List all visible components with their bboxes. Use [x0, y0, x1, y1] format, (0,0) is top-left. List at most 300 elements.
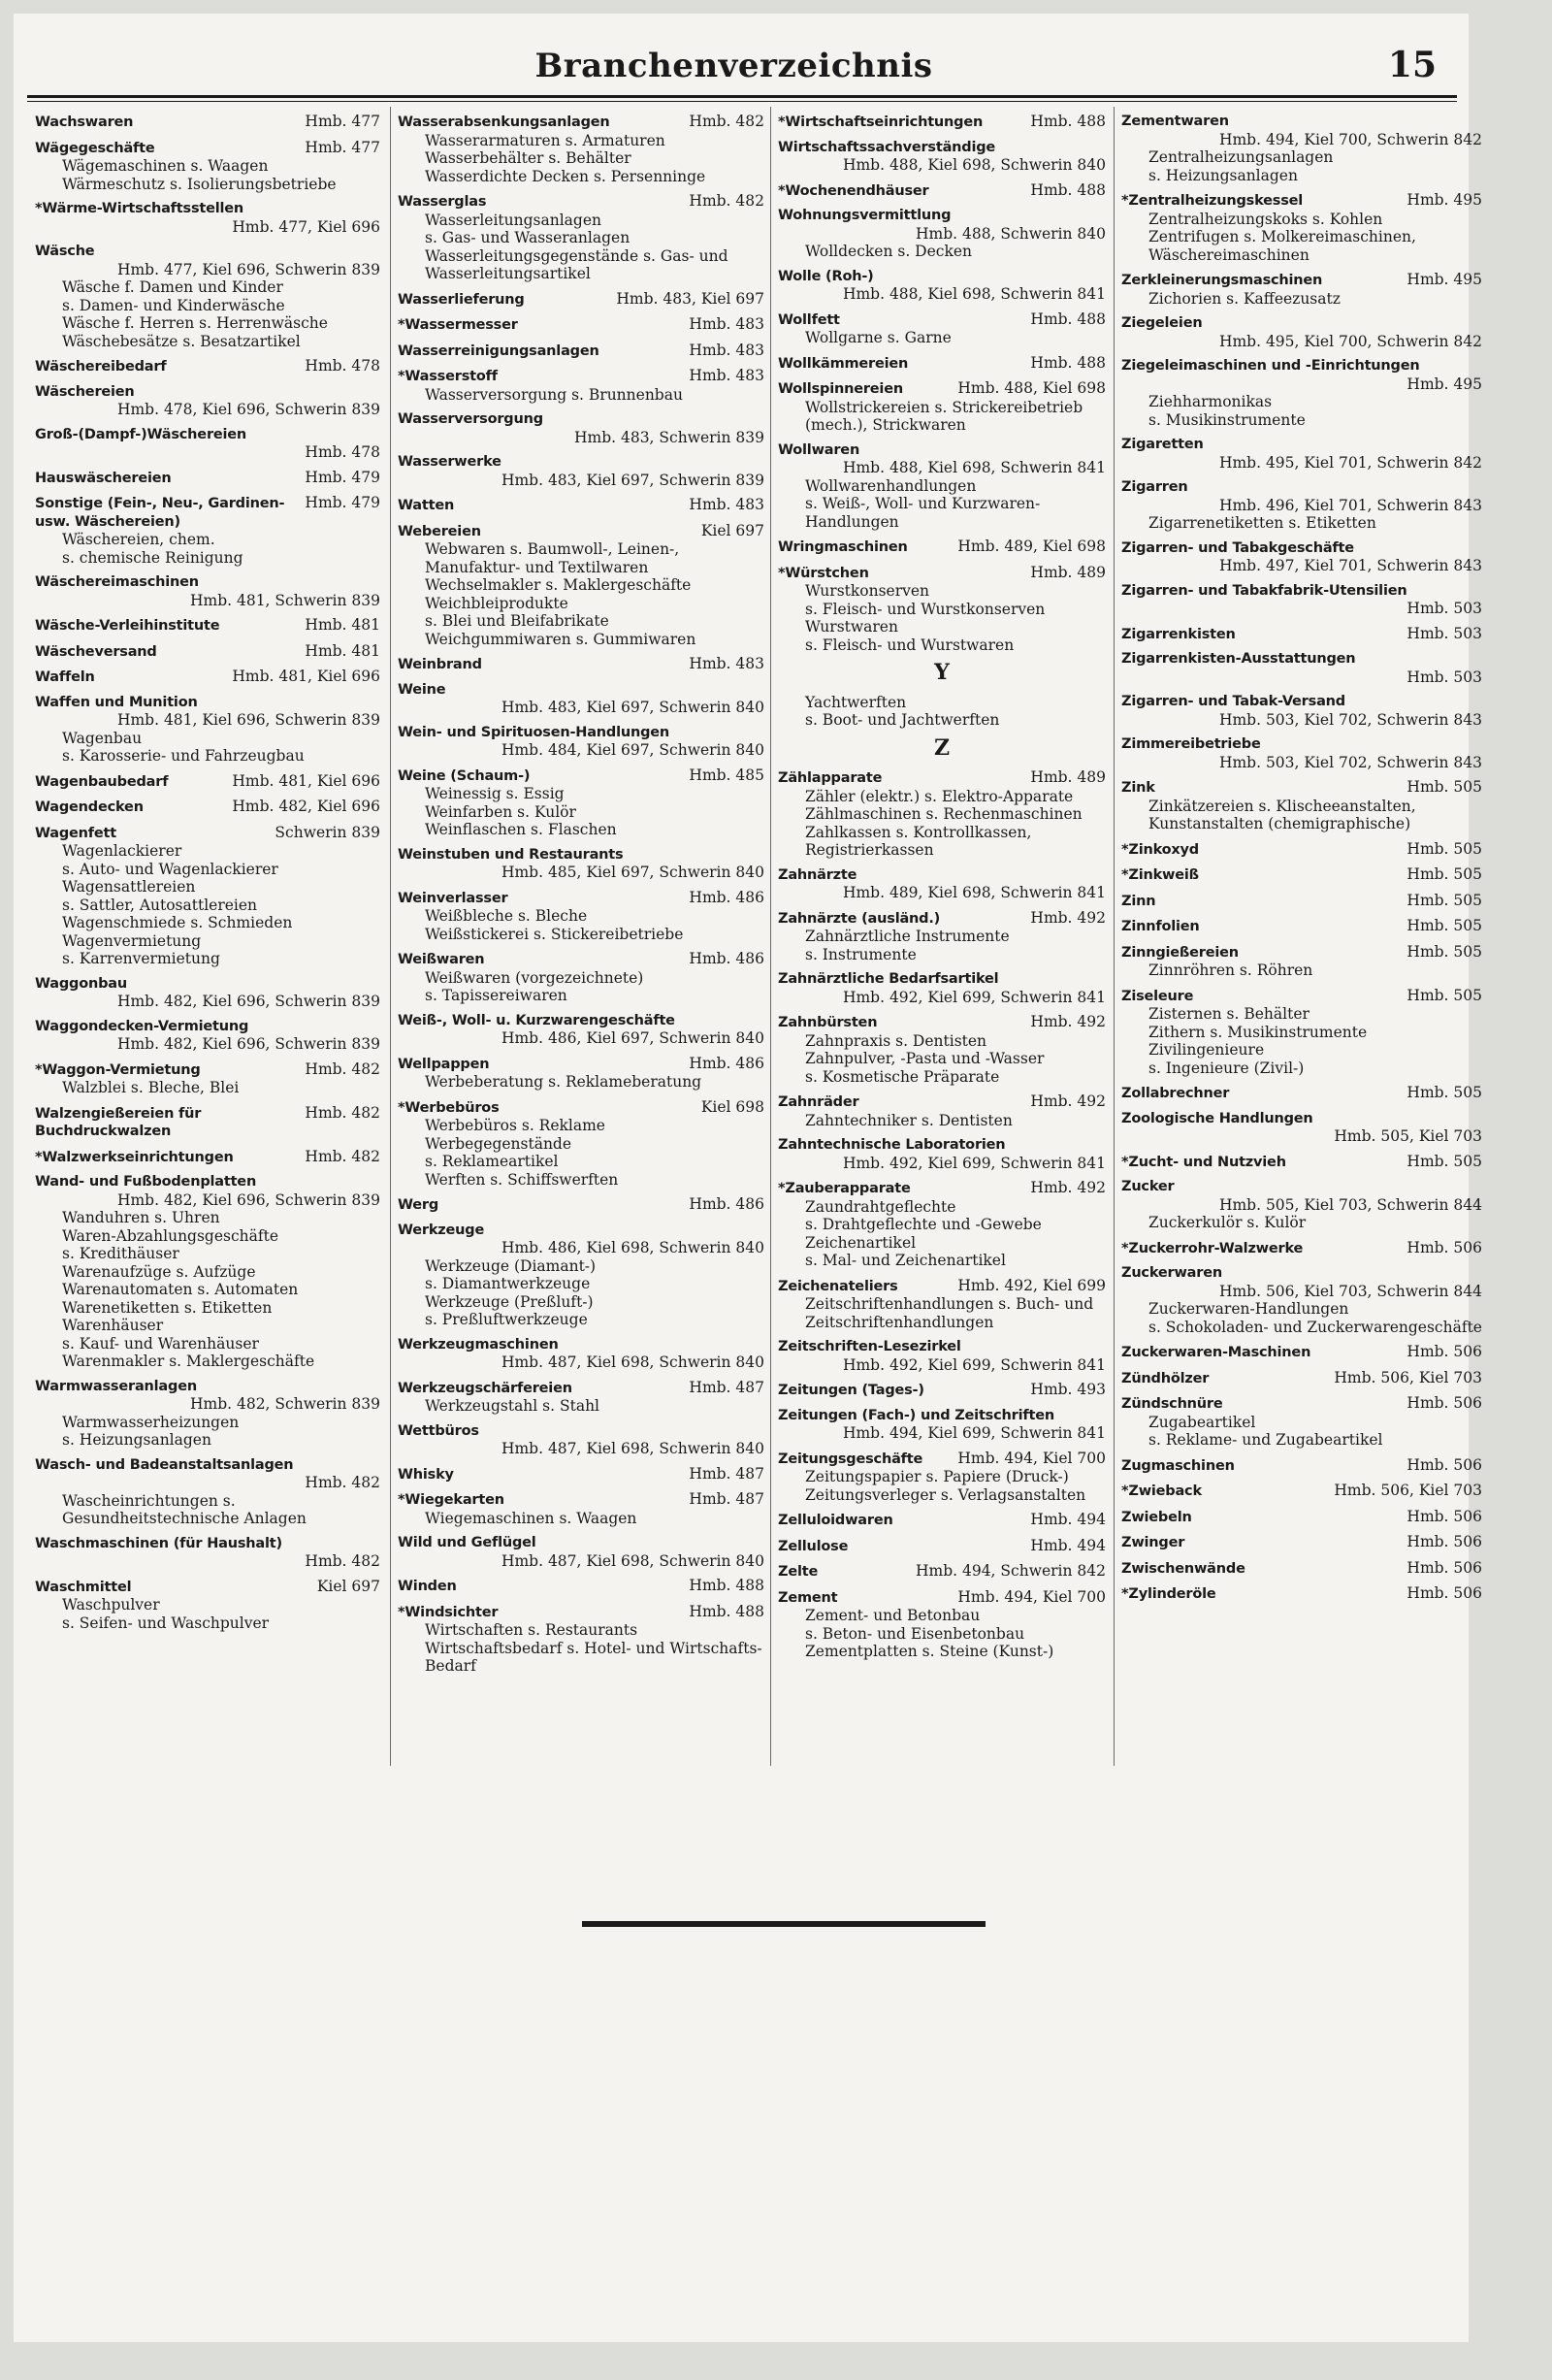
entry-term: Weine (Schaum-): [398, 767, 531, 784]
directory-entry: [778, 909, 1106, 964]
entry-term: Zuckerwaren: [1121, 1265, 1222, 1281]
entry-location: Hmb. 495, Kiel 701, Schwerin 842: [1218, 453, 1482, 472]
entry-location: Hmb. 505: [1406, 891, 1482, 909]
entry-row: [398, 681, 764, 700]
entry-location: Hmb. 481, Kiel 696, Schwerin 839: [116, 711, 380, 729]
entry-row: [778, 113, 1106, 132]
entry-row: [35, 469, 380, 488]
directory-entry: [1121, 1559, 1482, 1579]
entry-row: [778, 1013, 1106, 1032]
directory-entry: [1121, 917, 1482, 936]
entry-row: [1121, 892, 1482, 911]
entry-row: [778, 909, 1106, 929]
directory-entry: [778, 1537, 1106, 1556]
entry-term: Zeichenateliers: [778, 1278, 898, 1294]
entry-location: Hmb. 486: [689, 888, 764, 906]
entry-location: Hmb. 486, Kiel 697, Schwerin 840: [501, 1029, 764, 1047]
entry-row: [398, 1055, 764, 1074]
directory-entry: [1121, 113, 1482, 184]
cross-reference: s. Kauf- und Warenhäuser: [62, 1334, 259, 1353]
entry-term: Waggondecken-Vermietung: [35, 1018, 249, 1034]
entry-term: Werkzeugschärfereien: [398, 1380, 572, 1396]
directory-entry: [778, 1588, 1106, 1661]
entry-location: Hmb. 481, Schwerin 839: [189, 591, 380, 609]
entry-term: *Werbebüros: [398, 1099, 500, 1116]
entry-term: Ziseleure: [1121, 988, 1194, 1004]
directory-column-4: [1121, 113, 1482, 1781]
entry-term: Warmwasseranlagen: [35, 1378, 197, 1394]
entry-term: Waffeln: [35, 669, 95, 685]
entry-location: Hmb. 505, Kiel 703: [1334, 1127, 1482, 1145]
entry-location: Hmb. 481, Kiel 696: [232, 668, 380, 685]
cross-reference: Werkzeuge (Preßluft-): [425, 1292, 594, 1311]
entry-location: Hmb. 505: [1406, 986, 1482, 1004]
entry-term: Wohnungsvermittlung: [778, 208, 952, 223]
entry-row: [1121, 1239, 1482, 1258]
directory-entry: [778, 268, 1106, 304]
entry-location: Hmb. 477, Kiel 696: [232, 217, 380, 236]
entry-location: Hmb. 492, Kiel 699, Schwerin 841: [842, 988, 1106, 1006]
cross-reference: s. Kosmetische Präparate: [805, 1067, 1000, 1086]
cross-reference: Zählmaschinen s. Rechenmaschinen: [805, 805, 1083, 823]
cross-reference: Waschpulver: [62, 1596, 160, 1614]
entry-row: [35, 139, 380, 158]
directory-entry: [778, 113, 1106, 132]
entry-term: Wollspinnereien: [778, 381, 903, 397]
directory-entry: [1121, 478, 1482, 533]
entry-location: Hmb. 505, Kiel 703, Schwerin 844: [1218, 1195, 1482, 1214]
directory-entry: [398, 681, 764, 717]
cross-reference: Weißstickerei s. Stickereibetriebe: [425, 925, 684, 943]
entry-location: Hmb. 506: [1406, 1507, 1482, 1525]
cross-reference: Zithern s. Musikinstrumente: [1148, 1023, 1368, 1041]
entry-location: Hmb. 506: [1406, 1343, 1482, 1360]
directory-entry: [398, 522, 764, 649]
directory-entry: [35, 1173, 380, 1371]
entry-row: [35, 694, 380, 712]
entry-location: Hmb. 489: [1030, 563, 1106, 581]
entry-row: [398, 342, 764, 361]
entry-location: Hmb. 494, Kiel 699, Schwerin 841: [842, 1424, 1106, 1442]
directory-entry: [398, 1222, 764, 1329]
entry-location: Hmb. 483: [689, 655, 764, 672]
entry-term: Zigarrenkisten-Ausstattungen: [1121, 651, 1356, 667]
page-title: Branchenverzeichnis: [534, 47, 933, 85]
directory-entry: [778, 441, 1106, 532]
directory-entry: [1121, 1508, 1482, 1527]
directory-entry: [35, 573, 380, 609]
entry-location: Hmb. 495, Kiel 700, Schwerin 842: [1218, 332, 1482, 350]
entry-row: [398, 1465, 764, 1484]
cross-reference: Wäschereien, chem.: [62, 531, 215, 548]
entry-location: Hmb. 483: [689, 341, 764, 359]
directory-entry: [35, 1535, 380, 1571]
entry-term: Weine: [398, 681, 446, 698]
entry-row: [1121, 271, 1482, 290]
directory-entry: [1121, 436, 1482, 472]
entry-location: Hmb. 486: [689, 950, 764, 967]
entry-location: Hmb. 483: [689, 315, 764, 333]
page-header: [14, 39, 1454, 97]
entry-term: Zahnräder: [778, 1094, 859, 1110]
entry-location: Hmb. 492: [1030, 1013, 1106, 1030]
entry-row: [398, 453, 764, 472]
column-divider: [390, 107, 391, 1766]
entry-row: [778, 354, 1106, 374]
cross-reference: Wärmeschutz s. Isolierungsbetriebe: [62, 175, 337, 193]
entry-row: [35, 357, 380, 376]
entry-location: Hmb. 483: [689, 367, 764, 384]
cross-reference: Zentralheizungskoks s. Kohlen: [1148, 210, 1383, 228]
entry-term: *Wasserstoff: [398, 369, 498, 384]
cross-reference: Wäsche f. Herren s. Herrenwäsche: [62, 314, 328, 332]
entry-row: [398, 290, 764, 310]
entry-row: [1121, 1084, 1482, 1103]
entry-location: Kiel 697: [316, 1577, 380, 1595]
entry-term: Zigarren- und Tabakgeschäfte: [1121, 539, 1354, 556]
entry-row: [778, 970, 1106, 989]
entry-term: Whisky: [398, 1466, 454, 1483]
directory-entry: [35, 113, 380, 132]
entry-term: Werkzeuge: [398, 1222, 485, 1238]
entry-location: Hmb. 494, Kiel 700: [957, 1587, 1106, 1606]
cross-reference: Zugabeartikel: [1148, 1413, 1256, 1431]
entry-location: Hmb. 505: [1406, 1084, 1482, 1101]
directory-entry: [35, 694, 380, 766]
directory-entry: [398, 1422, 764, 1458]
entry-term: Zementwaren: [1121, 114, 1229, 129]
directory-entry: [778, 694, 1106, 730]
entry-row: [1121, 865, 1482, 885]
cross-reference: s. Mal- und Zeichenartikel: [805, 1252, 1006, 1269]
entry-location: Hmb. 505: [1406, 865, 1482, 883]
entry-row: [35, 573, 380, 592]
cross-reference: Wasserarmaturen s. Armaturen: [425, 131, 665, 149]
entry-row: [398, 655, 764, 674]
entry-term: Wettbüros: [398, 1422, 479, 1439]
entry-location: Hmb. 485, Kiel 697, Schwerin 840: [501, 864, 764, 881]
entry-term: Zwischenwände: [1121, 1560, 1245, 1577]
entry-row: [35, 1578, 380, 1597]
entry-row: [1121, 1343, 1482, 1362]
entry-row: [1121, 693, 1482, 711]
entry-location: Hmb. 492: [1030, 1179, 1106, 1196]
entry-location: Hmb. 506, Kiel 703, Schwerin 844: [1218, 1282, 1482, 1300]
entry-location: Hmb. 484, Kiel 697, Schwerin 840: [501, 741, 764, 759]
directory-entry: [778, 564, 1106, 655]
directory-entry: [1121, 1369, 1482, 1388]
directory-entry: [778, 1277, 1106, 1332]
directory-entry: [35, 1456, 380, 1528]
entry-row: [35, 1173, 380, 1191]
entry-term: Weinbrand: [398, 657, 482, 672]
directory-entry: [1121, 1584, 1482, 1604]
entry-term: Wasserglas: [398, 194, 487, 210]
directory-entry: [398, 1336, 764, 1372]
entry-location: Kiel 697: [700, 521, 764, 539]
directory-entry: [35, 383, 380, 419]
entry-location: Hmb. 485: [689, 766, 764, 784]
entry-term: Zellulose: [778, 1538, 849, 1554]
cross-reference: Wurstkonserven: [805, 582, 930, 600]
directory-entry: [1121, 840, 1482, 860]
directory-entry: [1121, 1178, 1482, 1232]
cross-reference: Warmwasserheizungen: [62, 1413, 240, 1431]
directory-entry: [398, 453, 764, 489]
entry-row: [1121, 1178, 1482, 1196]
entry-row: [1121, 1482, 1482, 1501]
directory-entry: [1121, 1343, 1482, 1362]
cross-reference: Wasserdichte Decken s. Persenninge: [425, 167, 706, 185]
entry-row: [778, 1450, 1106, 1469]
entry-term: Wachswaren: [35, 114, 134, 130]
entry-location: Hmb. 495: [1406, 375, 1482, 393]
cross-reference: Wagenvermietung: [62, 931, 202, 950]
entry-row: [1121, 1584, 1482, 1604]
entry-location: Hmb. 482, Kiel 696, Schwerin 839: [116, 993, 380, 1010]
entry-term: Zoologische Handlungen: [1121, 1110, 1313, 1126]
cross-reference: s. Karosserie- und Fahrzeugbau: [62, 747, 305, 765]
directory-entry: [778, 970, 1106, 1006]
entry-location: Hmb. 486: [689, 1054, 764, 1072]
entry-row: [35, 1456, 380, 1475]
directory-entry: [398, 766, 764, 839]
entry-location: Hmb. 503, Kiel 702, Schwerin 843: [1218, 753, 1482, 771]
entry-row: [398, 1195, 764, 1215]
cross-reference: s. Boot- und Jachtwerften: [805, 711, 1000, 729]
entry-location: Hmb. 487, Kiel 698, Schwerin 840: [501, 1440, 764, 1457]
cross-reference: Wollstrickereien s. Strickereibetrieb (mech.), Strickwaren: [805, 398, 1083, 434]
directory-entry: [35, 139, 380, 194]
entry-term: Zigaretten: [1121, 437, 1204, 452]
cross-reference: s. Sattler, Autosattlereien: [62, 896, 258, 914]
entry-row: [398, 410, 764, 429]
entry-term: Zinngießereien: [1121, 944, 1239, 961]
directory-entry: [1121, 1239, 1482, 1258]
directory-entry: [778, 1092, 1106, 1129]
entry-term: Wasserwerke: [398, 454, 501, 470]
cross-reference: Zentralheizungsanlagen: [1148, 148, 1334, 166]
entry-location: Hmb. 482: [689, 192, 764, 210]
directory-entry: [398, 410, 764, 446]
cross-reference: Wechselmakler s. Maklergeschäfte: [425, 576, 692, 594]
entry-location: Hmb. 488: [689, 1577, 764, 1594]
entry-term: Werkzeugmaschinen: [398, 1336, 559, 1353]
entry-term: *Wirtschaftseinrichtungen: [778, 114, 984, 130]
entry-location: Hmb. 506: [1406, 1584, 1482, 1602]
entry-term: Waschmaschinen (für Haushalt): [35, 1535, 282, 1551]
entry-row: [398, 522, 764, 541]
entry-row: [398, 724, 764, 742]
directory-entry: [35, 494, 380, 567]
cross-reference: Werkzeuge (Diamant-): [425, 1256, 597, 1275]
cross-reference: Werbegegenstände: [425, 1134, 572, 1153]
entry-row: [1121, 1369, 1482, 1388]
entry-row: [778, 1537, 1106, 1556]
entry-row: [1121, 436, 1482, 454]
cross-reference: Weichbleiprodukte: [425, 594, 568, 612]
entry-term: Zündschnüre: [1121, 1396, 1223, 1412]
entry-term: Zeitschriften-Lesezirkel: [778, 1339, 961, 1354]
cross-reference: Werbeberatung s. Reklameberatung: [425, 1073, 702, 1091]
directory-entry: [398, 290, 764, 310]
entry-row: [35, 616, 380, 636]
directory-entry: [398, 1195, 764, 1215]
entry-term: *Waggon-Vermietung: [35, 1061, 201, 1078]
entry-term: Werg: [398, 1197, 439, 1213]
directory-entry: [398, 889, 764, 944]
cross-reference: s. Beton- und Eisenbetonbau: [805, 1624, 1025, 1643]
entry-row: [1121, 314, 1482, 333]
entry-row: [1121, 1264, 1482, 1283]
directory-entry: [35, 1104, 380, 1141]
entry-term: Zuckerwaren-Maschinen: [1121, 1345, 1311, 1360]
directory-entry: [398, 724, 764, 760]
entry-location: Hmb. 488, Schwerin 840: [915, 224, 1106, 243]
directory-entry: [398, 1490, 764, 1527]
directory-entry: [1121, 892, 1482, 911]
directory-entry: [778, 379, 1106, 435]
entry-term: Wäschereibedarf: [35, 359, 167, 375]
entry-term: Weinstuben und Restaurants: [398, 846, 624, 863]
entry-term: Zigarren- und Tabakfabrik-Utensilien: [1121, 582, 1407, 599]
entry-location: Hmb. 482, Kiel 696: [232, 798, 380, 815]
cross-reference: Weinflaschen s. Flaschen: [425, 821, 617, 838]
entry-term: Wollfett: [778, 311, 840, 328]
directory-entry: [778, 207, 1106, 261]
cross-reference: Ziehharmonikas: [1148, 393, 1273, 410]
entry-row: [398, 1490, 764, 1510]
entry-term: Watten: [398, 498, 455, 513]
cross-reference: Wasserleitungsgegenstände s. Gas- und Wasserleitungsartikel: [425, 246, 728, 282]
entry-location: Hmb. 506: [1406, 1238, 1482, 1256]
entry-term: *Zylinderöle: [1121, 1586, 1216, 1602]
entry-location: Hmb. 492: [1030, 1092, 1106, 1110]
entry-location: Hmb. 482: [689, 113, 764, 130]
cross-reference: s. Auto- und Wagenlackierer: [62, 860, 278, 878]
entry-term: Wasserlieferung: [398, 291, 525, 308]
cross-reference: Wollgarne s. Garne: [805, 329, 952, 346]
entry-term: Zerkleinerungsmaschinen: [1121, 273, 1323, 288]
entry-row: [778, 1338, 1106, 1356]
directory-entry: [778, 1179, 1106, 1270]
cross-reference: Zahnpraxis s. Dentisten: [805, 1031, 987, 1050]
entry-location: Hmb. 497, Kiel 701, Schwerin 843: [1218, 557, 1482, 574]
entry-term: Wollkämmereien: [778, 355, 909, 372]
entry-row: [35, 383, 380, 402]
directory-entry: [398, 1465, 764, 1484]
cross-reference: Weißwaren (vorgezeichnete): [425, 968, 644, 987]
entry-term: Wasserabsenkungsanlagen: [398, 114, 610, 130]
directory-entry: [1121, 1533, 1482, 1552]
directory-column-2: [398, 113, 764, 1781]
cross-reference: Wasserleitungsanlagen: [425, 211, 601, 229]
cross-reference: s. Damen- und Kinderwäsche: [62, 296, 285, 314]
entry-row: [398, 113, 764, 132]
entry-term: Wäscheversand: [35, 643, 157, 660]
entry-term: Wellpappen: [398, 1056, 490, 1072]
directory-column-1: [35, 113, 380, 1781]
entry-term: Walzengießereien für Buchdruckwalzen: [35, 1105, 202, 1139]
entry-row: [1121, 113, 1482, 131]
cross-reference: Webwaren s. Baumwoll-, Leinen-, Manufaktur- und Textilwaren: [425, 540, 680, 576]
directory-entry: [398, 342, 764, 361]
entry-row: [778, 207, 1106, 225]
entry-row: [35, 798, 380, 817]
entry-location: Hmb. 479: [305, 494, 380, 511]
directory-entry: [35, 975, 380, 1011]
cross-reference: Zement- und Betonbau: [805, 1607, 981, 1624]
entry-location: Hmb. 492, Kiel 699: [957, 1276, 1106, 1294]
entry-row: [398, 766, 764, 786]
entry-row: [778, 768, 1106, 788]
directory-entry: [778, 354, 1106, 374]
cross-reference: Warenautomaten s. Automaten: [62, 1281, 299, 1298]
entry-term: Wolle (Roh-): [778, 268, 874, 284]
directory-entry: [1121, 735, 1482, 771]
directory-entry: [398, 192, 764, 283]
cross-reference: Zuckerwaren-Handlungen: [1148, 1300, 1349, 1318]
directory-entry: [398, 655, 764, 674]
entry-term: Wasch- und Badeanstaltsanlagen: [35, 1456, 294, 1473]
entry-row: [35, 1060, 380, 1080]
directory-entry: [398, 1012, 764, 1048]
directory-entry: [778, 1450, 1106, 1505]
directory-entry: [778, 1511, 1106, 1530]
directory-entry: [778, 1562, 1106, 1581]
cross-reference: s. Drahtgeflechte und -Gewebe: [805, 1216, 1042, 1233]
entry-row: [398, 1422, 764, 1441]
cross-reference: s. Reklame- und Zugabeartikel: [1148, 1431, 1383, 1449]
entry-term: *Wassermesser: [398, 317, 518, 333]
entry-location: Hmb. 494, Schwerin 842: [915, 1562, 1106, 1580]
cross-reference: Wäschebesätze s. Besatzartikel: [62, 332, 301, 350]
entry-location: Hmb. 506: [1406, 1394, 1482, 1412]
cross-reference: Zeitungsverleger s. Verlagsanstalten: [805, 1485, 1086, 1504]
entry-term: *Zwieback: [1121, 1483, 1202, 1499]
cross-reference: Zahntechniker s. Dentisten: [805, 1111, 1013, 1129]
entry-row: [1121, 735, 1482, 754]
entry-term: Zahnbürsten: [778, 1015, 878, 1030]
entry-location: Hmb. 494: [1030, 1536, 1106, 1554]
entry-location: Hmb. 506: [1406, 1455, 1482, 1474]
entry-row: [35, 113, 380, 132]
entry-row: [778, 1136, 1106, 1155]
entry-row: [35, 200, 380, 218]
directory-entry: [1121, 271, 1482, 308]
entry-term: Ziegeleien: [1121, 315, 1203, 331]
entry-term: Zwinger: [1121, 1535, 1185, 1550]
cross-reference: s. Kredithäuser: [62, 1245, 179, 1262]
entry-location: Hmb. 487: [689, 1464, 764, 1483]
directory-entry: [778, 310, 1106, 347]
entry-row: [398, 1012, 764, 1030]
entry-location: Hmb. 478, Kiel 696, Schwerin 839: [116, 401, 380, 418]
directory-entry: [398, 1577, 764, 1596]
entry-term: Winden: [398, 1579, 457, 1594]
entry-term: Wäsche-Verleihinstitute: [35, 618, 220, 634]
entry-term: *Windsichter: [398, 1604, 499, 1620]
entry-location: Hmb. 489: [1030, 768, 1106, 786]
directory-entry: [398, 1055, 764, 1092]
directory-entry: [35, 426, 380, 462]
cross-reference: s. Seifen- und Waschpulver: [62, 1614, 270, 1632]
entry-location: Hmb. 489, Kiel 698, Schwerin 841: [842, 884, 1106, 901]
entry-row: [778, 564, 1106, 583]
entry-row: [35, 426, 380, 444]
entry-row: [35, 1535, 380, 1553]
column-divider: [1114, 107, 1115, 1766]
